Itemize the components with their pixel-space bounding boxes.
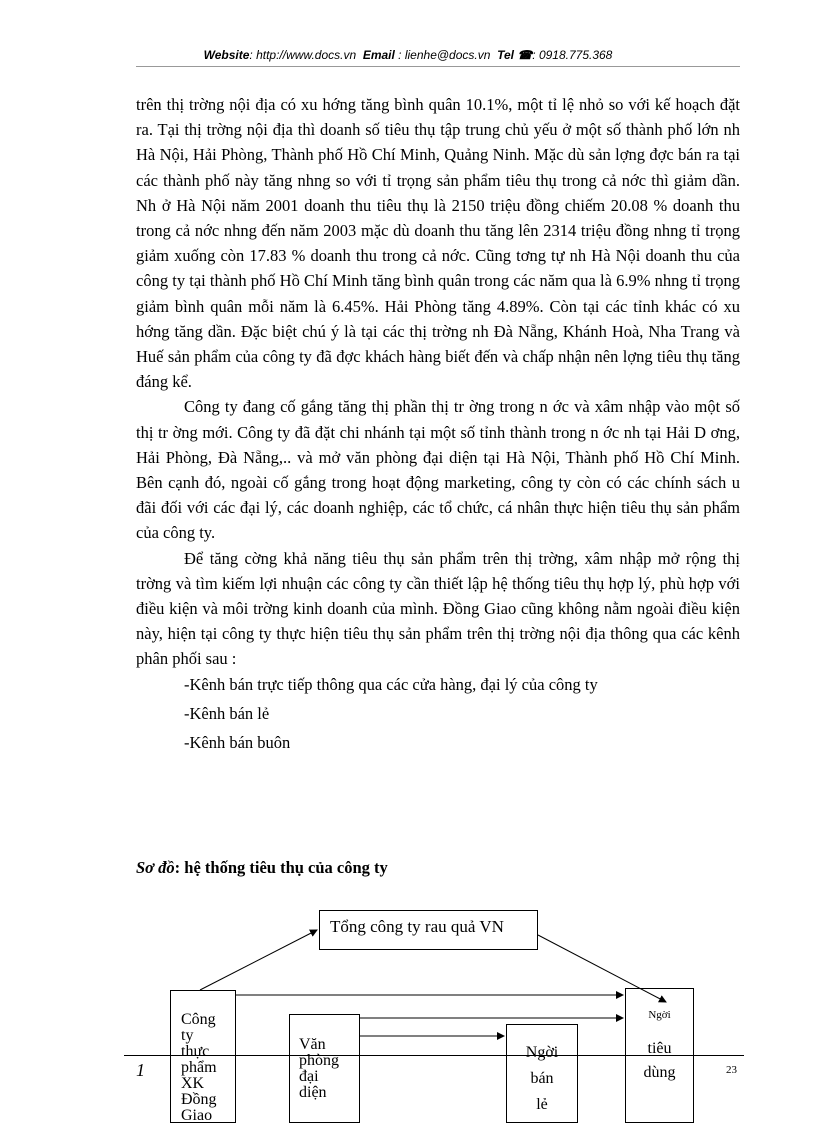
consumer-label-top: Ngời xyxy=(648,1009,671,1021)
footer-divider xyxy=(124,1055,744,1056)
diagram-title-text: : hệ thống tiêu thụ của công ty xyxy=(174,858,388,877)
diagram-title-prefix: Sơ đồ xyxy=(136,858,175,877)
consumer-label: tiêu dùng xyxy=(643,1040,676,1081)
arrow-company-to-top xyxy=(200,930,317,990)
website-label: Website xyxy=(203,48,250,62)
arrow-top-to-consumer xyxy=(538,935,666,1002)
email-value[interactable]: : lienhe@docs.vn xyxy=(398,48,491,62)
channel-item: -Kênh bán trực tiếp thông qua các cửa hàng, đại lý của công ty xyxy=(184,674,598,694)
email-label: Email xyxy=(362,48,395,62)
page-number: 23 xyxy=(726,1064,737,1076)
footer-left-mark: 1 xyxy=(136,1060,145,1080)
top-company-label: Tổng công ty rau quả VN xyxy=(330,917,504,936)
channel-item: -Kênh bán buôn xyxy=(184,733,291,753)
office-label: Văn phòng đại diện xyxy=(299,1036,339,1101)
paragraph-market: trên thị trờng nội địa có xu hớng tăng bình quân 10.1%, một tỉ lệ nhỏ so với kế hoạch đặt ra. Tại thị trờng nội địa thì doanh số tiêu thụ tập trung chủ yếu ở một số thành phố lớn nh Hà Nội, Hải Phòng, Thành phố Hồ Chí Minh, Quảng Ninh. Mặc dù sản lợng đợc bán ra tại các thành phố này tăng nhng so với tỉ trọng sản phẩm tiêu thụ trong cả nớc thì giảm dần. Nh ở Hà Nội năm 2001 doanh thu tiêu thụ là 2150 triệu đồng chiếm 20.08 % doanh thu trong cả nớc nhng đến năm 2003 mặc dù doanh thu tăng lên 2314 triệu đồng nhng tỉ trọng giảm xuống còn 17.83 % doanh thu trong cả nớc. Cũng tơng tự nh Hà Nội doanh thu của công ty tại thành phố Hồ Chí Minh tăng bình quân trong các năm qua là 6.9% nhng tỉ trọng giảm bình quân mỗi năm là 6.45%. Hải Phòng tăng 4.89%. Còn tại các tỉnh khác có xu hớng tăng dần. Đặc biệt chú ý là tại các thị trờng nh Đà Nẵng, Khánh Hoà, Nha Trang và Huế sản phẩm của công ty đã đợc khách hàng biết đến và chấp nhận nên lợng tiêu thụ tăng đáng kể. xyxy=(136,95,740,392)
tel-value: : 0918.775.368 xyxy=(532,48,613,62)
paragraph-channels-intro: Để tăng cờng khả năng tiêu thụ sản phẩm trên thị trờng, xâm nhập mở rộng thị trờng và tìm kiếm lợi nhuận các công ty cần thiết lập hệ thống tiêu thụ hợp lý, phù hợp với điều kiện và môi trờng kinh doanh của mình. Đồng Giao cũng không nằm ngoài điều kiện này, hiện tại công ty thực hiện tiêu thụ sản phẩm trên thị trờng nội địa thông qua các kênh phân phối sau : xyxy=(136,548,740,669)
retailer-label: Ngời bán lẻ xyxy=(525,1044,559,1113)
phone-icon: ☎ xyxy=(517,48,533,62)
paragraph-expansion: Công ty đang cố gắng tăng thị phần thị tr ờng trong n ớc và xâm nhập vào một số thị tr ờng mới. Công ty đã đặt chi nhánh tại một số tỉnh thành trong n ớc nh tại Hải D ơng, Hải Phòng, Đà Nẵng,.. và mở văn phòng đại diện tại Hà Nội, Thành phố Hồ Chí Minh. Bên cạnh đó, ngoài cố gắng trong hoạt động marketing, công ty còn có các chính sách u đãi đối với các đại lý, các doanh nghiệp, các tổ chức, cá nhân thực hiện tiêu thụ sản phẩm của công ty. xyxy=(136,397,740,543)
website-value[interactable]: : http://www.docs.vn xyxy=(249,48,357,62)
channel-item: -Kênh bán lẻ xyxy=(184,703,270,723)
company-label: Công ty thực phẩm XK Đồng Giao xyxy=(181,1011,217,1124)
tel-label: Tel xyxy=(497,48,514,62)
